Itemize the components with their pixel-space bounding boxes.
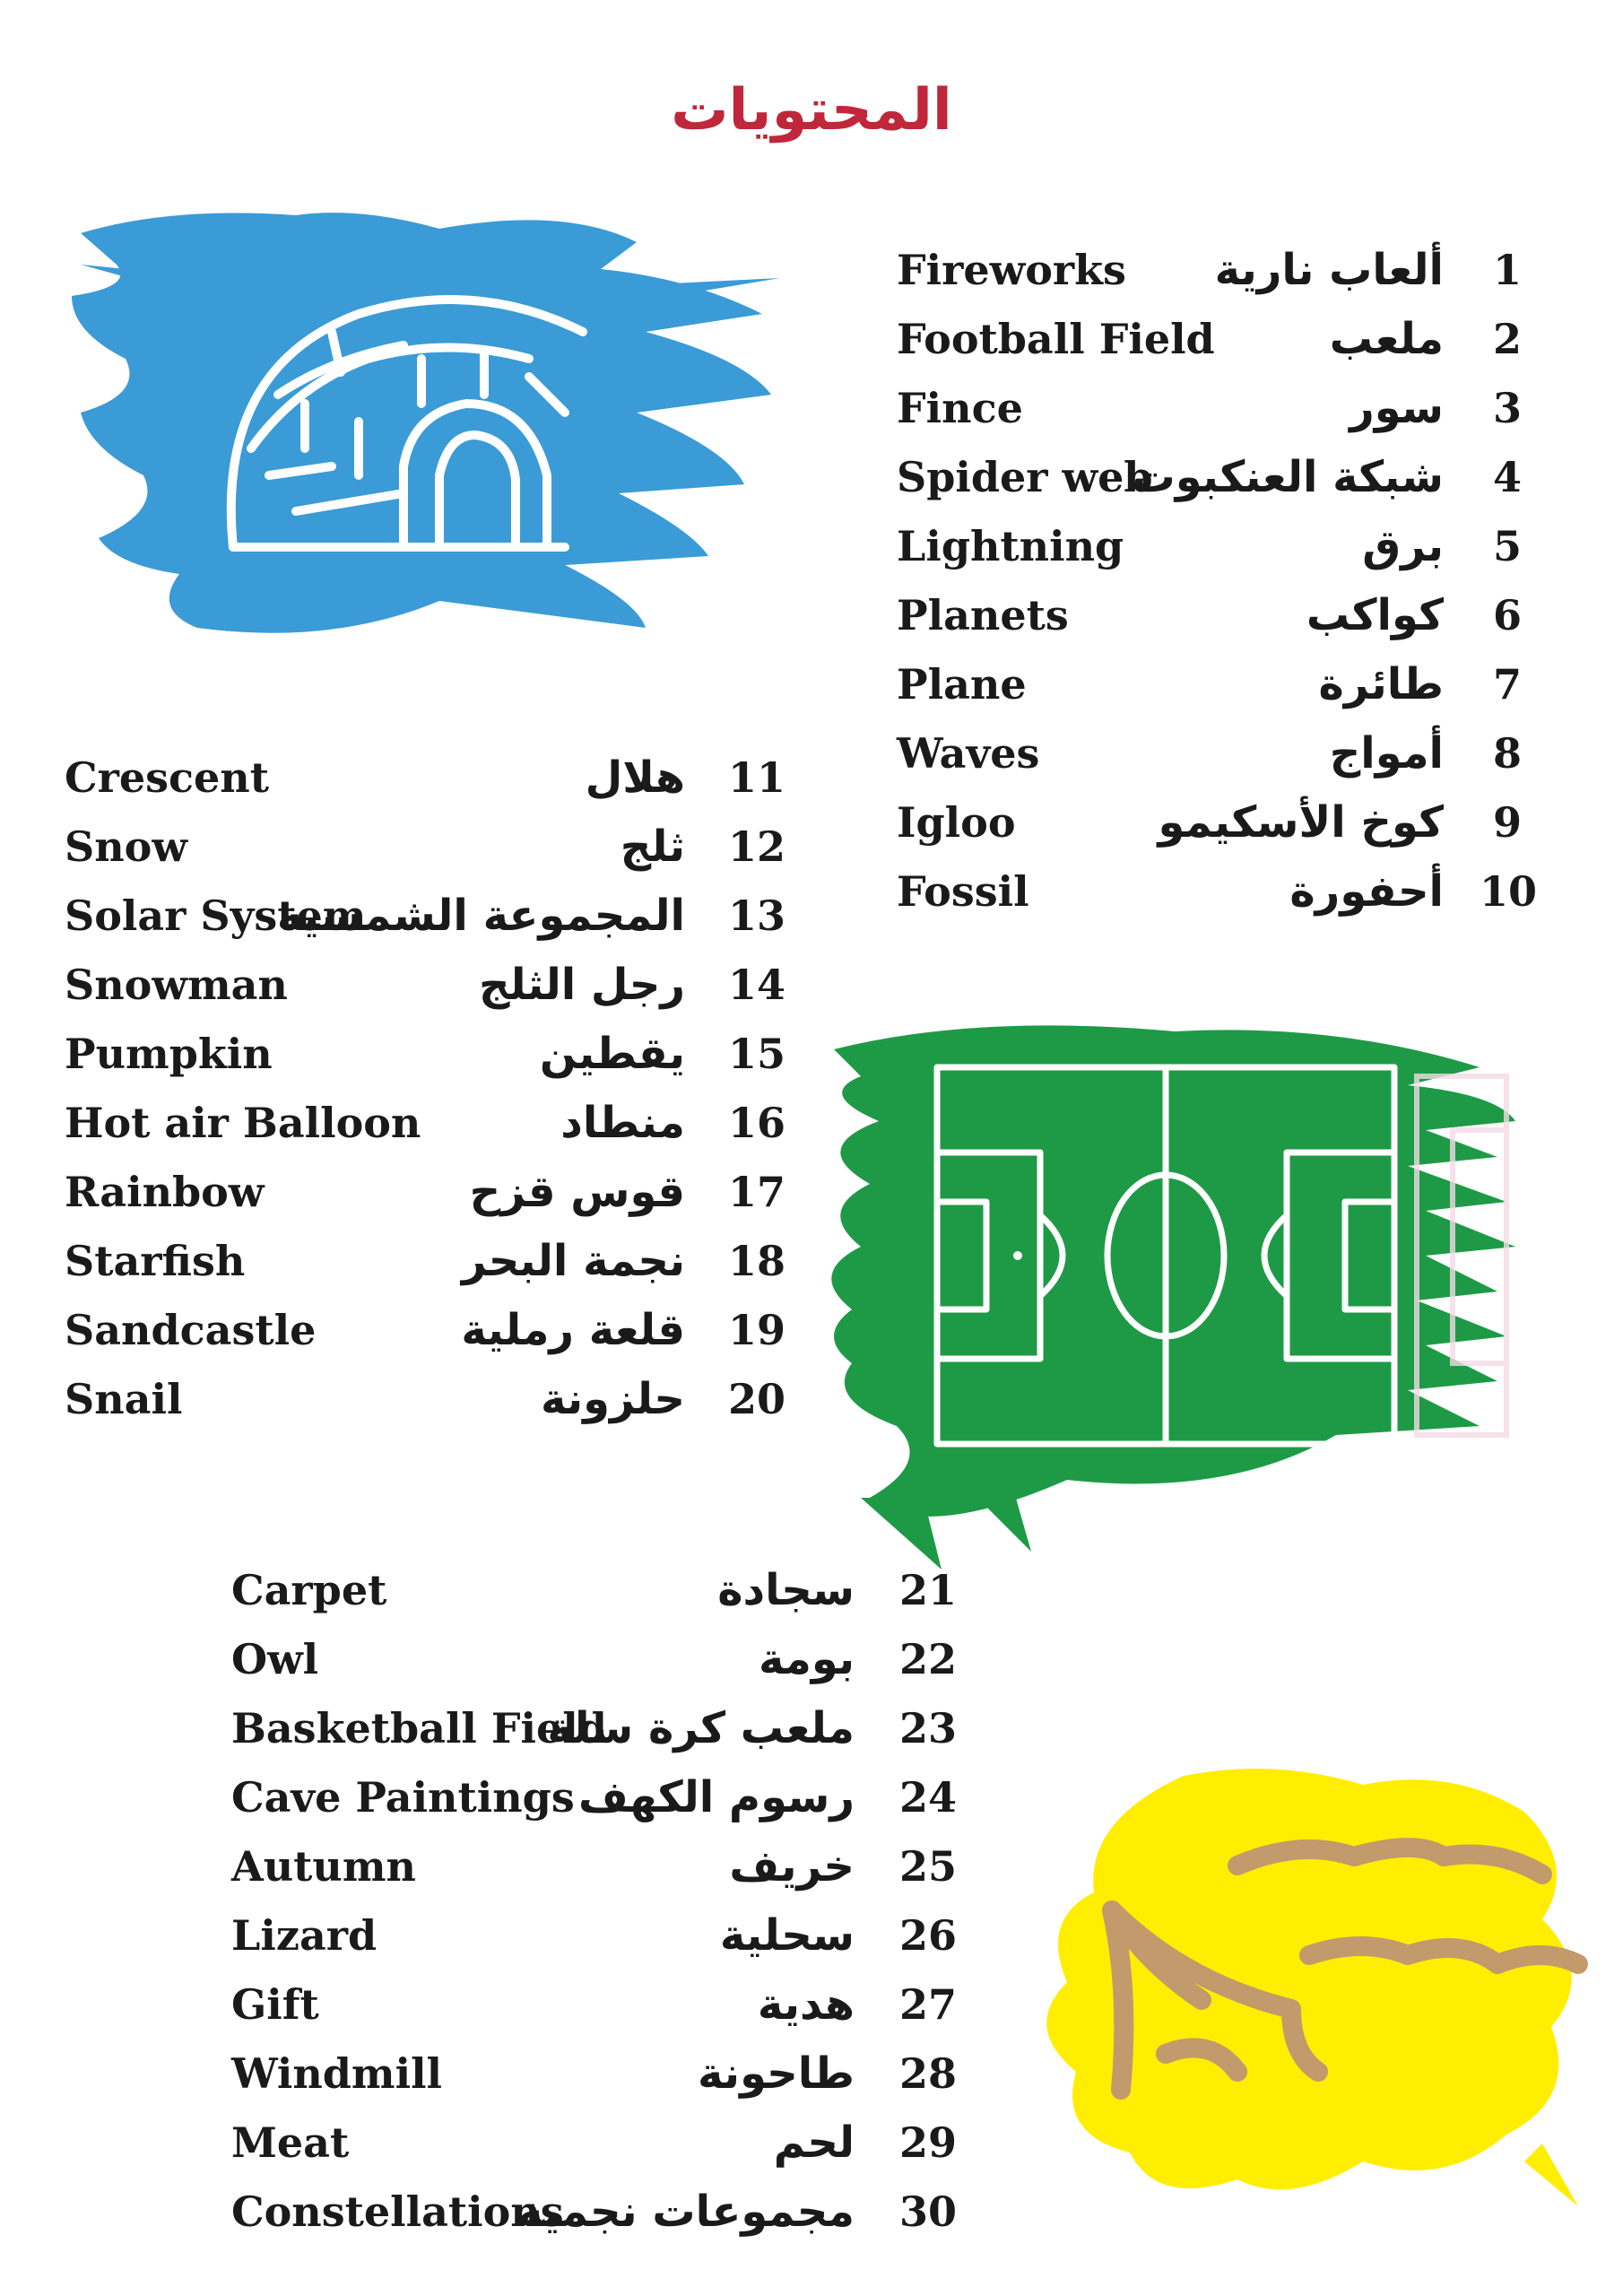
item-number: 8: [1493, 729, 1523, 778]
item-english-label: Lizard: [231, 1911, 378, 1960]
item-arabic-label: المجموعة الشمسية: [276, 891, 685, 941]
item-number: 30: [899, 2187, 958, 2236]
item-number: 10: [1480, 867, 1538, 916]
item-number: 13: [728, 891, 786, 940]
item-arabic-label: رجل الثلج: [478, 960, 685, 1010]
item-english-label: Rainbow: [65, 1168, 265, 1216]
item-number: 4: [1493, 453, 1523, 501]
cave-painting-illustration: [1022, 1758, 1596, 2224]
item-arabic-label: طاحونة: [697, 2048, 855, 2099]
item-number: 16: [728, 1099, 786, 1147]
item-arabic-label: قوس قزح: [469, 1167, 685, 1217]
item-arabic-label: بومة: [759, 1634, 855, 1684]
item-english-label: Waves: [897, 729, 1040, 778]
item-english-label: Fossil: [897, 867, 1029, 916]
item-arabic-label: سور: [1350, 383, 1444, 433]
item-english-label: Solar System: [65, 891, 367, 940]
item-arabic-label: هلال: [585, 752, 685, 803]
item-number: 20: [728, 1375, 786, 1423]
item-number: 28: [899, 2049, 958, 2098]
item-arabic-label: نجمة البحر: [461, 1236, 685, 1286]
item-number: 18: [728, 1237, 786, 1285]
item-english-label: Hot air Balloon: [65, 1099, 421, 1147]
item-arabic-label: منطاد: [560, 1098, 685, 1148]
item-arabic-label: يقطين: [539, 1029, 685, 1079]
item-number: 7: [1493, 660, 1523, 709]
item-arabic-label: قلعة رملية: [461, 1305, 685, 1355]
item-english-label: Starfish: [65, 1237, 246, 1285]
item-english-label: Meat: [231, 2118, 350, 2167]
item-english-label: Constellations: [231, 2187, 564, 2236]
item-arabic-label: ثلج: [620, 822, 685, 872]
item-english-label: Gift: [231, 1980, 319, 2029]
item-arabic-label: برق: [1362, 521, 1444, 571]
item-arabic-label: أمواج: [1329, 728, 1444, 778]
item-english-label: Windmill: [231, 2049, 443, 2098]
item-number: 15: [728, 1030, 786, 1078]
item-number: 29: [899, 2118, 958, 2167]
item-english-label: Crescent: [65, 753, 269, 802]
item-arabic-label: ألعاب نارية: [1214, 245, 1444, 295]
item-number: 17: [728, 1168, 786, 1216]
item-arabic-label: كوخ الأسكيمو: [1158, 797, 1444, 848]
item-english-label: Snow: [65, 822, 187, 871]
item-english-label: Snowman: [65, 961, 288, 1009]
page-title: المحتويات: [671, 77, 952, 144]
item-number: 2: [1493, 315, 1523, 363]
item-arabic-label: لحم: [773, 2118, 855, 2168]
item-arabic-label: مجموعات نجمية: [517, 2187, 855, 2237]
item-arabic-label: سحلية: [719, 1910, 855, 1961]
item-number: 5: [1493, 522, 1523, 570]
item-english-label: Sandcastle: [65, 1306, 317, 1354]
item-arabic-label: كواكب: [1306, 590, 1444, 640]
item-english-label: Football Field: [897, 315, 1215, 363]
item-arabic-label: أحفورة: [1289, 866, 1444, 917]
item-english-label: Cave Paintings: [231, 1773, 575, 1822]
item-english-label: Spider web: [897, 453, 1153, 501]
item-number: 6: [1493, 591, 1523, 639]
item-number: 21: [899, 1566, 958, 1614]
item-english-label: Fince: [897, 384, 1023, 432]
item-arabic-label: رسوم الكهف: [577, 1772, 855, 1822]
item-english-label: Carpet: [231, 1566, 387, 1614]
item-number: 27: [899, 1980, 958, 2029]
item-number: 14: [728, 961, 786, 1009]
item-number: 22: [899, 1635, 958, 1683]
item-arabic-label: هدية: [757, 1979, 855, 2030]
item-number: 19: [728, 1306, 786, 1354]
item-number: 11: [728, 753, 786, 802]
item-number: 26: [899, 1911, 958, 1960]
item-number: 24: [899, 1773, 958, 1822]
item-arabic-label: حلزونة: [540, 1374, 685, 1424]
item-english-label: Igloo: [897, 798, 1016, 847]
igloo-illustration: [63, 179, 798, 682]
item-english-label: Owl: [231, 1635, 319, 1683]
item-arabic-label: خريف: [729, 1841, 855, 1892]
item-arabic-label: ملعب كرة سلة: [547, 1703, 855, 1753]
item-english-label: Snail: [65, 1375, 183, 1423]
item-english-label: Plane: [897, 660, 1027, 709]
item-arabic-label: طائرة: [1318, 659, 1444, 709]
item-arabic-label: ملعب: [1329, 314, 1444, 364]
item-english-label: Fireworks: [897, 246, 1126, 294]
item-number: 23: [899, 1704, 958, 1752]
item-english-label: Planets: [897, 591, 1069, 639]
item-number: 25: [899, 1842, 958, 1891]
item-english-label: Pumpkin: [65, 1030, 273, 1078]
item-number: 12: [728, 822, 786, 871]
item-english-label: Lightning: [897, 522, 1124, 570]
football-field-illustration: [798, 996, 1533, 1570]
item-number: 1: [1493, 246, 1523, 294]
item-number: 3: [1493, 384, 1523, 432]
item-number: 9: [1493, 798, 1523, 847]
item-english-label: Basketball Field: [231, 1704, 607, 1752]
item-arabic-label: شبكة العنكبوت: [1132, 452, 1444, 502]
item-english-label: Autumn: [231, 1842, 416, 1891]
item-arabic-label: سجادة: [717, 1565, 855, 1615]
